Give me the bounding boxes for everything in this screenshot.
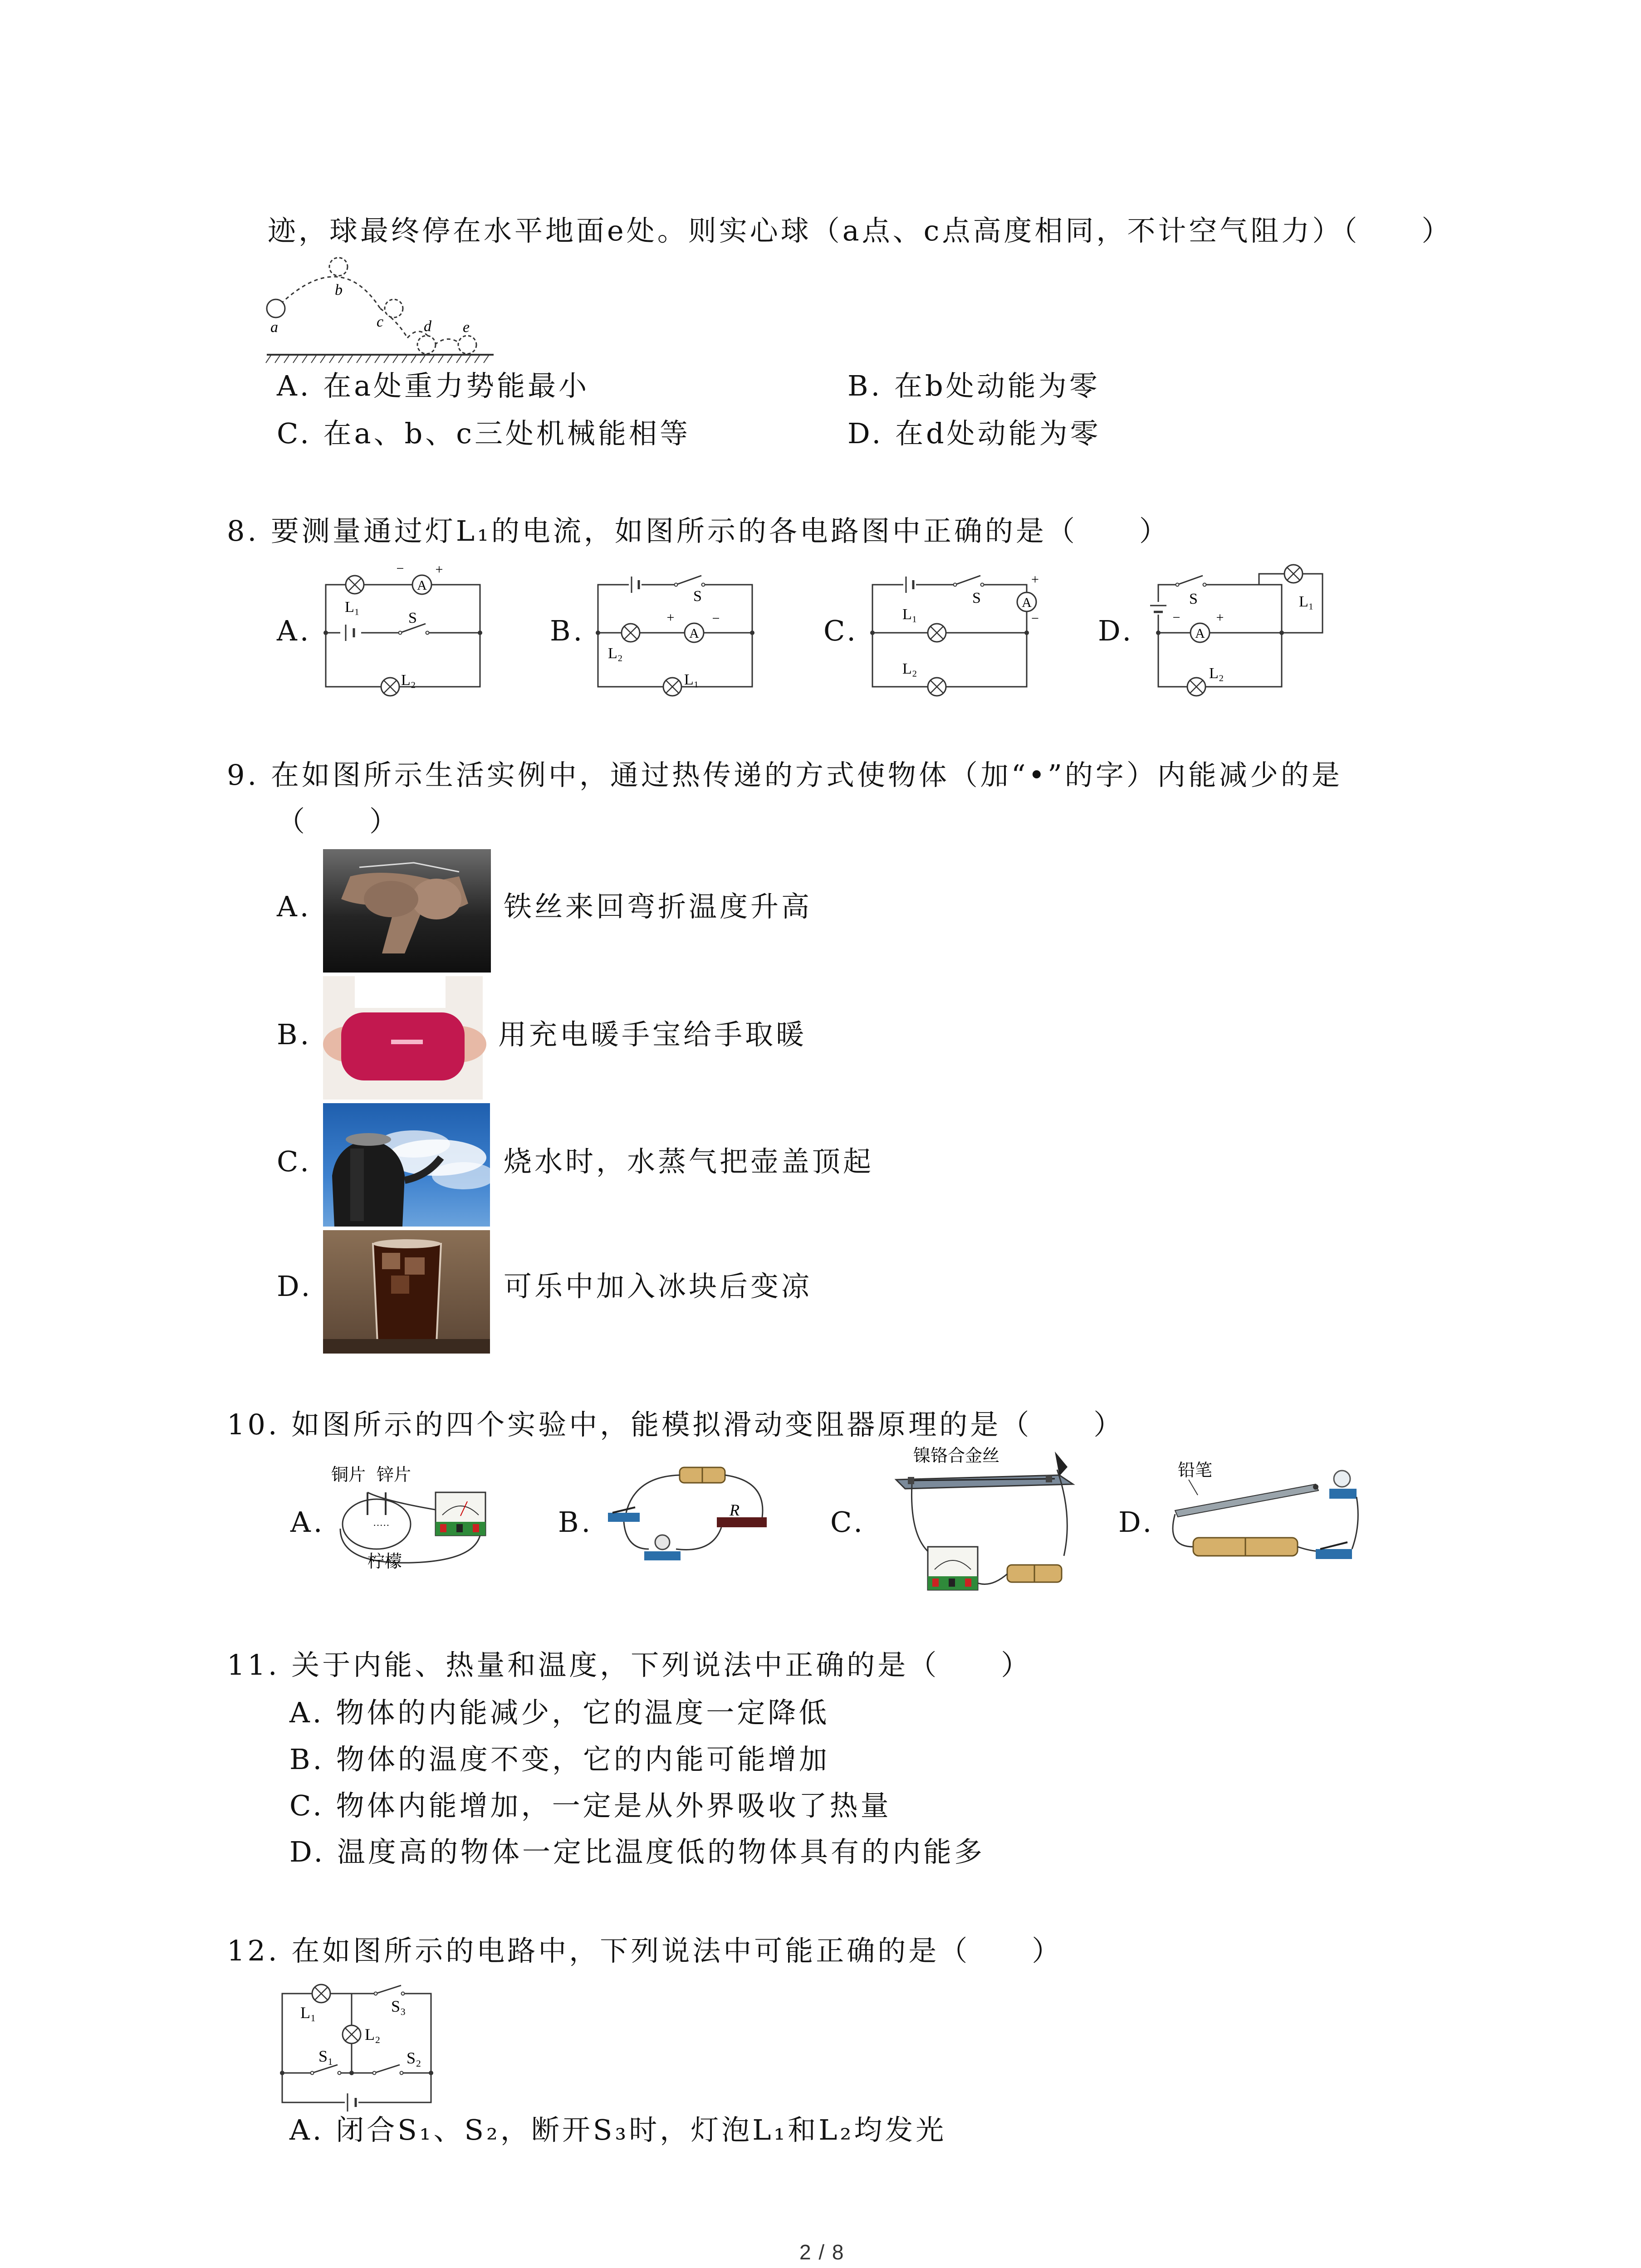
svg-text:R: R — [730, 1501, 740, 1519]
svg-text:L₂: L₂ — [401, 672, 416, 689]
q9-option-d-text: 可乐中加入冰块后变凉 — [504, 1270, 813, 1303]
svg-text:L₁: L₁ — [345, 599, 360, 616]
q8-circuit-b — [590, 565, 758, 696]
svg-text:L₂: L₂ — [365, 2025, 381, 2043]
svg-text:+: + — [1031, 572, 1039, 587]
q11-option-c: C. 物体内能增加，一定是从外界吸收了热量 — [289, 1789, 892, 1822]
q9-option-b-text: 用充电暖手宝给手取暖 — [498, 1018, 807, 1051]
q9-photo-hand-warmer — [323, 976, 483, 1100]
svg-text:S₃: S₃ — [391, 1997, 406, 2015]
svg-text:+: + — [666, 610, 675, 625]
q10-letter-a: A. — [290, 1505, 325, 1539]
q7-option-c: C. 在a、b、c三处机械能相等 — [277, 417, 691, 450]
q10-letter-d: D. — [1118, 1505, 1155, 1539]
svg-text:−: − — [1031, 611, 1039, 626]
q10-letter-b: B. — [558, 1505, 593, 1539]
q7-stem-continued: 迹，球最终停在水平地面e处。则实心球（a点、c点高度相同，不计空气阻力）（ ） — [268, 214, 1453, 247]
q11-option-a: A. 物体的内能减少，它的温度一定降低 — [289, 1696, 830, 1729]
q9-photo-kettle-steam — [323, 1103, 490, 1227]
q8-letter-c: C. — [823, 614, 858, 647]
svg-text:S: S — [972, 590, 981, 606]
q9-option-a-text: 铁丝来回弯折温度升高 — [504, 890, 813, 923]
q9-letter-c: C. — [277, 1145, 312, 1178]
q8-letter-b: B. — [550, 614, 585, 647]
q8-letter-a: A. — [277, 614, 312, 647]
svg-text:L₂: L₂ — [608, 645, 623, 662]
svg-text:S₂: S₂ — [407, 2049, 421, 2067]
q12-stem: 12. 在如图所示的电路中，下列说法中可能正确的是（ ） — [227, 1934, 1063, 1967]
svg-text:铜片: 铜片 — [331, 1466, 366, 1485]
svg-text:L₁: L₁ — [902, 606, 917, 623]
svg-text:S: S — [693, 588, 702, 605]
q11-option-d: D. 温度高的物体一定比温度低的物体具有的内能多 — [289, 1835, 985, 1868]
svg-text:L₂: L₂ — [1209, 665, 1224, 682]
q7-label-d: d — [424, 318, 431, 335]
svg-text:−: − — [1172, 610, 1181, 625]
q10-experiment-c-nichrome-wire — [892, 1442, 1082, 1592]
svg-text:+: + — [1216, 610, 1224, 625]
q9-letter-a: A. — [277, 890, 312, 923]
q7-label-c: c — [377, 313, 384, 330]
svg-text:A: A — [1195, 626, 1205, 641]
q7-label-a: a — [270, 319, 278, 336]
q9-letter-d: D. — [277, 1270, 313, 1303]
q11-stem: 11. 关于内能、热量和温度，下列说法中正确的是（ ） — [227, 1648, 1032, 1681]
q9-stem: 9. 在如图所示生活实例中，通过热传递的方式使物体（加“•”的字）内能减少的是 — [227, 758, 1342, 792]
q10-letter-c: C. — [830, 1505, 865, 1539]
q8-circuit-c — [864, 565, 1039, 696]
q9-letter-b: B. — [277, 1018, 312, 1051]
page-number: 2 / 8 — [799, 2240, 845, 2264]
svg-text:·····: ····· — [373, 1520, 390, 1531]
svg-text:铅笔: 铅笔 — [1178, 1461, 1213, 1480]
svg-text:L₁: L₁ — [684, 671, 699, 688]
svg-text:柠檬: 柠檬 — [367, 1552, 402, 1571]
svg-text:A: A — [689, 626, 699, 641]
q7-option-a: A. 在a处重力势能最小 — [277, 369, 590, 402]
q8-circuit-d — [1146, 565, 1336, 696]
svg-text:S₁: S₁ — [318, 2047, 333, 2065]
q9-photo-cola-ice — [323, 1230, 490, 1354]
q7-label-e: e — [463, 319, 470, 336]
q9-answer-paren: （ ） — [277, 805, 401, 838]
svg-text:锌片: 锌片 — [377, 1466, 411, 1485]
svg-text:A: A — [417, 578, 427, 593]
q9-option-c-text: 烧水时，水蒸气把壶盖顶起 — [504, 1145, 874, 1178]
svg-text:S: S — [408, 610, 417, 626]
q10-experiment-b-resistor-circuit — [599, 1463, 776, 1567]
svg-text:−: − — [712, 611, 720, 626]
q7-ball-trajectory-figure — [262, 254, 498, 367]
q11-option-b: B. 物体的温度不变，它的内能可能增加 — [289, 1743, 830, 1776]
q7-label-b: b — [335, 282, 343, 298]
svg-text:L₁: L₁ — [300, 2004, 316, 2022]
q7-option-b: B. 在b处动能为零 — [847, 369, 1100, 402]
q10-stem: 10. 如图所示的四个实验中，能模拟滑动变阻器原理的是（ ） — [227, 1408, 1125, 1441]
q12-option-a: A. 闭合S₁、S₂，断开S₃时，灯泡L₁和L₂均发光 — [289, 2113, 947, 2146]
svg-text:−: − — [396, 561, 404, 576]
q8-letter-d: D. — [1098, 614, 1134, 647]
q10-experiment-a-lemon-battery — [331, 1465, 499, 1569]
svg-text:L₁: L₁ — [1299, 593, 1314, 610]
svg-text:L₂: L₂ — [902, 660, 917, 677]
svg-text:+: + — [435, 562, 443, 577]
q8-stem: 8. 要测量通过灯L₁的电流，如图所示的各电路图中正确的是（ ） — [227, 514, 1170, 547]
q12-circuit-diagram — [272, 1980, 440, 2112]
q10-experiment-d-pencil-lead — [1157, 1456, 1361, 1574]
q7-option-d: D. 在d处动能为零 — [847, 417, 1101, 450]
svg-text:A: A — [1022, 595, 1032, 610]
q9-photo-bending-wire — [323, 849, 491, 973]
q8-circuit-a — [318, 561, 485, 696]
svg-text:镍铬合金丝: 镍铬合金丝 — [913, 1447, 1000, 1466]
svg-text:S: S — [1189, 591, 1198, 607]
